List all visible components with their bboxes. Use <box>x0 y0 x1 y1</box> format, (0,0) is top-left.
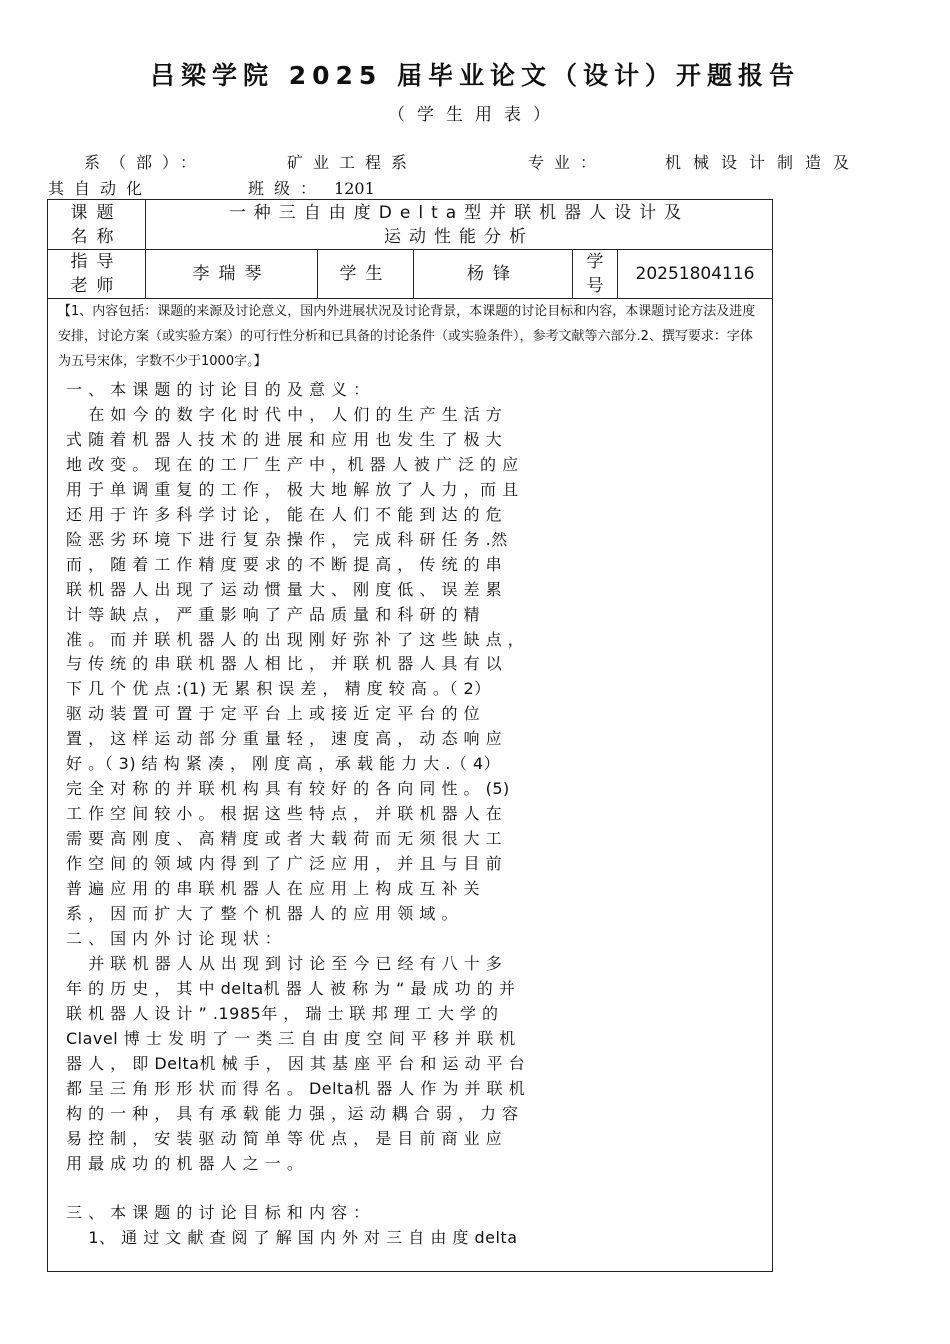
paragraph-line: 年 的 历 史 ， 其 中 delta机 器 人 被 称 为 “ 最 成 功 的 并 <box>66 978 516 998</box>
paragraph-line: 器 人 ， 即 Delta机 械 手 ， 因 其 基 座 平 台 和 运 动 平 台 <box>66 1053 526 1073</box>
paragraph-line: 还 用 于 许 多 科 学 讨 论 ， 能 在 人 们 不 能 到 达 的 危 <box>66 504 503 524</box>
paragraph-line: 1、 通 过 文 献 查 阅 了 解 国 内 外 对 三 自 由 度 delta <box>66 1228 518 1248</box>
section-heading: 二 、 国 内 外 讨 论 现 状 ： <box>66 928 282 948</box>
paragraph-line: 系 ， 因 而 扩 大 了 整 个 机 器 人 的 应 用 领 域 。 <box>66 904 458 924</box>
section-heading: 三 、 本 课 题 的 讨 论 目 标 和 内 容 ： <box>66 1203 370 1223</box>
paragraph-line: 置 ， 这 样 运 动 部 分 重 量 轻 ， 速 度 高 ， 动 态 响 应 <box>66 729 503 749</box>
paragraph-line: 用 最 成 功 的 机 器 人 之 一 。 <box>66 1153 304 1173</box>
report-body <box>58 299 766 1251</box>
paragraph-line: 与 传 统 的 串 联 机 器 人 相 比 ， 并 联 机 器 人 具 有 以 <box>66 654 503 674</box>
paragraph-line: 而 ， 随 着 工 作 精 度 要 求 的 不 断 提 高 ， 传 统 的 串 <box>66 554 503 574</box>
paragraph-line: 联 机 器 人 出 现 了 运 动 惯 量 大 、 刚 度 低 、 误 差 累 <box>66 579 503 599</box>
paragraph-line: 计 等 缺 点 ， 严 重 影 响 了 产 品 质 量 和 科 研 的 精 <box>66 604 481 624</box>
student-id-label: 学 号 <box>586 252 604 296</box>
paragraph-line: 准 。 而 并 联 机 器 人 的 出 现 刚 好 弥 补 了 这 些 缺 点 ， <box>66 629 525 649</box>
paragraph-line: 地 改 变 。 现 在 的 工 厂 生 产 中 ，机 器 人 被 广 泛 的 应 <box>66 454 519 474</box>
advisor-value: 李瑞琴 <box>192 264 271 284</box>
major-label: 专业： <box>528 153 607 172</box>
class-label: 班级： <box>248 179 327 198</box>
page-subtitle: （学生用表） <box>388 105 562 125</box>
paragraph-line: 式 随 着 机 器 人 技 术 的 进 展 和 应 用 也 发 生 了 极 大 <box>66 429 503 449</box>
paragraph-line: 需 要 高 刚 度 、 高 精 度 或 者 大 载 荷 而 无 须 很 大 工 <box>66 829 503 849</box>
paragraph-line: Clavel 博 士 发 明 了 一 类 三 自 由 度 空 间 平 移 并 联 机 <box>66 1028 516 1048</box>
blank-line <box>66 1177 766 1202</box>
student-id-value: 20251804116 <box>635 264 755 284</box>
paragraph-line: 驱 动 装 置 可 置 于 定 平 台 上 或 接 近 定 平 台 的 位 <box>66 704 481 724</box>
paragraph-line: 用 于 单 调 重 复 的 工 作 ， 极 大 地 解 放 了 人 力 ，而 且 <box>66 479 519 499</box>
paragraph-line: 险 恶 劣 环 境 下 进 行 复 杂 操 作 ， 完 成 科 研 任 务 .然 <box>66 529 508 549</box>
section-heading: 一 、 本 课 题 的 讨 论 目 的 及 意 义 ： <box>66 380 370 399</box>
paragraph-line: 工 作 空 间 较 小 。 根 据 这 些 特 点 ， 并 联 机 器 人 在 <box>66 804 503 824</box>
paragraph-line: 好 。（ 3) 结 构 紧 凑 ， 刚 度 高 ，承 载 能 力 大 .（ 4） <box>66 754 501 774</box>
paragraph-line: 构 的 一 种 ， 具 有 承 载 能 力 强 ，运 动 耦 合 弱 ， 力 容 <box>66 1103 519 1123</box>
major-value-cont: 其自动化 <box>48 179 153 198</box>
meta-line-2 <box>48 176 375 199</box>
paragraph-line: 完 全 对 称 的 并 联 机 构 具 有 较 好 的 各 向 同 性 。 (5) <box>66 779 510 799</box>
major-value: 机械设计制造及 <box>665 153 862 172</box>
paragraph-line: 作 空 间 的 领 域 内 得 到 了 广 泛 应 用 ， 并 且 与 目 前 <box>66 854 503 874</box>
topic-label: 课题 名称 <box>70 202 123 247</box>
class-value: 1201 <box>334 179 375 198</box>
paragraph-line: 并 联 机 器 人 从 出 现 到 讨 论 至 今 已 经 有 八 十 多 <box>66 953 503 973</box>
student-value: 杨锋 <box>467 264 519 284</box>
paragraph-line: 普 遍 应 用 的 串 联 机 器 人 在 应 用 上 构 成 互 补 关 <box>66 879 481 899</box>
advisor-label: 指导 老师 <box>70 252 123 296</box>
page-title: 吕梁学院 2025 届毕业论文（设计）开题报告 <box>150 61 800 90</box>
student-label: 学生 <box>339 264 392 284</box>
writing-instructions: 【1、内容包括：课题的来源及讨论意义，国内外进展状况及讨论背景，本课题的讨论目标和内容，本课题讨论方法及进度安排，讨论方案（或实验方案）的可行性分析和已具备的讨论条件（或实验条件），参考文献等六部分.2、撰写要求：字体为五号宋体，字数不少于1000字。】 <box>58 304 756 369</box>
paragraph-line: 在 如 今 的 数 字 化 时 代 中 ， 人 们 的 生 产 生 活 方 <box>66 404 503 424</box>
paragraph-line: 下 几 个 优 点 :(1) 无 累 积 误 差 ， 精 度 较 高 。（ 2） <box>66 679 491 699</box>
paragraph-line: 都 呈 三 角 形 形 状 而 得 名 。 Delta机 器 人 作 为 并 联 机 <box>66 1078 526 1098</box>
paragraph-line: 易 控 制 ， 安 装 驱 动 简 单 等 优 点 ， 是 目 前 商 业 应 <box>66 1128 503 1148</box>
topic-value: 一种三自由度Delta型并联机器人设计及 运动性能分析 <box>228 202 690 247</box>
dept-value: 矿业工程系 <box>287 153 418 172</box>
report-content <box>66 378 766 1251</box>
paragraph-line: 联 机 器 人 设 计 ” .1985年 ， 瑞 士 联 邦 理 工 大 学 的 <box>66 1003 499 1023</box>
dept-label: 系（部）： <box>84 153 207 172</box>
